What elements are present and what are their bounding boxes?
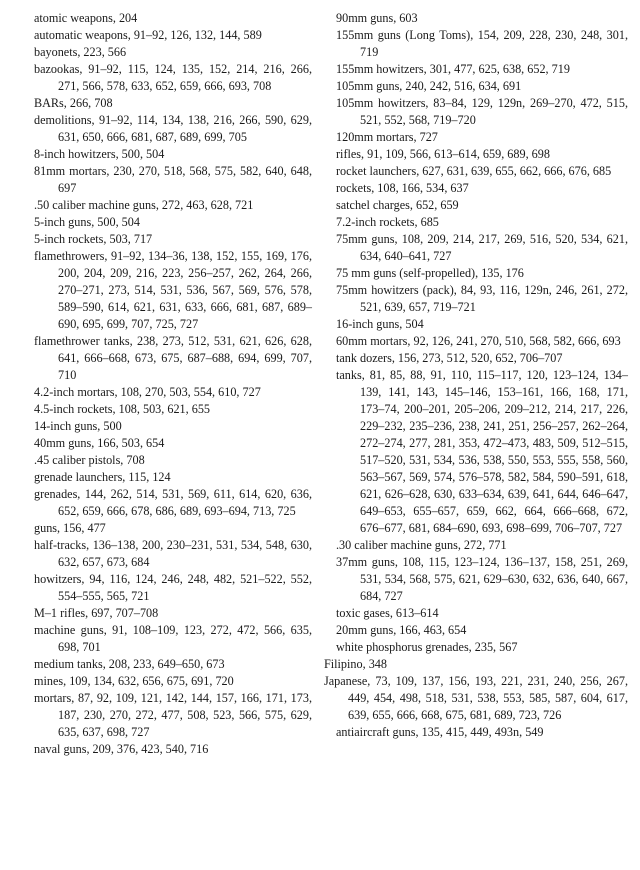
index-entry: rocket launchers, 627, 631, 639, 655, 662, 666, 676, 685 xyxy=(336,164,612,178)
index-entry: 90mm guns, 603 xyxy=(336,11,418,25)
index-entry: 155mm guns (Long Toms), 154, 209, 228, 230, 248, 301, 719 xyxy=(336,28,628,59)
index-entry: 4.2-inch mortars, 108, 270, 503, 554, 610, 727 xyxy=(34,385,261,399)
index-entry: 60mm mortars, 92, 126, 241, 270, 510, 568, 582, 666, 693 xyxy=(336,334,621,348)
index-entry: 5-inch rockets, 503, 717 xyxy=(34,232,153,246)
index-entry: 75 mm guns (self-propelled), 135, 176 xyxy=(336,266,524,280)
index-entry: 7.2-inch rockets, 685 xyxy=(336,215,439,229)
index-left-column xyxy=(22,10,312,758)
index-entry: bazookas, 91–92, 115, 124, 135, 152, 214, 216, 266, 271, 566, 578, 633, 652, 659, 666, 693, 708 xyxy=(34,62,312,93)
index-entry: 8-inch howitzers, 500, 504 xyxy=(34,147,165,161)
index-right-column xyxy=(324,10,628,741)
index-entry: 20mm guns, 166, 463, 654 xyxy=(336,623,467,637)
index-entry: half-tracks, 136–138, 200, 230–231, 531, 534, 548, 630, 632, 657, 673, 684 xyxy=(34,538,312,569)
index-entry: M–1 rifles, 697, 707–708 xyxy=(34,606,159,620)
index-entry: 16-inch guns, 504 xyxy=(336,317,424,331)
index-entry: 75mm guns, 108, 209, 214, 217, 269, 516, 520, 534, 621, 634, 640–641, 727 xyxy=(336,232,628,263)
index-entry: demolitions, 91–92, 114, 134, 138, 216, 266, 590, 629, 631, 650, 666, 681, 687, 689, 699, 705 xyxy=(34,113,312,144)
index-entry: 105mm guns, 240, 242, 516, 634, 691 xyxy=(336,79,522,93)
index-entry: naval guns, 209, 376, 423, 540, 716 xyxy=(34,742,209,756)
index-entry: 105mm howitzers, 83–84, 129, 129n, 269–270, 472, 515, 521, 552, 568, 719–720 xyxy=(336,96,628,127)
index-entry: mines, 109, 134, 632, 656, 675, 691, 720 xyxy=(34,674,234,688)
index-entry: satchel charges, 652, 659 xyxy=(336,198,459,212)
index-entry: Japanese, 73, 109, 137, 156, 193, 221, 231, 240, 256, 267, 449, 454, 498, 518, 531, 538, 553, 585, 587, 604, 617, 639, 655, 666, 668, 675, 681, 689, 723, 726 xyxy=(324,674,628,722)
index-entry: toxic gases, 613–614 xyxy=(336,606,439,620)
index-entry: rifles, 91, 109, 566, 613–614, 659, 689, 698 xyxy=(336,147,550,161)
index-entry: 81mm mortars, 230, 270, 518, 568, 575, 582, 640, 648, 697 xyxy=(34,164,312,195)
index-entry: 37mm guns, 108, 115, 123–124, 136–137, 158, 251, 269, 531, 534, 568, 575, 621, 629–630, 632, 636, 640, 667, 684, 727 xyxy=(336,555,628,603)
index-entry: bayonets, 223, 566 xyxy=(34,45,127,59)
index-entry: 120mm mortars, 727 xyxy=(336,130,438,144)
index-entry: grenades, 144, 262, 514, 531, 569, 611, 614, 620, 636, 652, 659, 666, 678, 686, 689, 693–694, 713, 725 xyxy=(34,487,312,518)
index-entry: .30 caliber machine guns, 272, 771 xyxy=(336,538,507,552)
index-entry: .50 caliber machine guns, 272, 463, 628, 721 xyxy=(34,198,254,212)
index-entry: tanks, 81, 85, 88, 91, 110, 115–117, 120, 123–124, 134–139, 141, 143, 145–146, 153–161, 166, 168, 171, 173–74, 200–201, 205–206, 209–212, 214, 217, 226, 229–232, 235–236, 238, 241, 251, 256–257, 262–264, 272–274, 277, 281, 353, 472–473, 483, 509, 512–515, 517–520, 531, 534, 536, 538, 550, 553, 555, 558, 560, 563–567, 569, 574, 576–578, 582, 584, 590–591, 618, 621, 626–628, 630, 633–634, 639, 641, 644, 646–647, 649–653, 655–657, 659, 662, 664, 666–668, 672, 676–677, 681, 684–690, 693, 698–699, 706–707, 727 xyxy=(336,368,628,535)
index-entry: tank dozers, 156, 273, 512, 520, 652, 706–707 xyxy=(336,351,563,365)
index-entry: Filipino, 348 xyxy=(324,657,387,671)
index-entry: 40mm guns, 166, 503, 654 xyxy=(34,436,165,450)
index-entry: rockets, 108, 166, 534, 637 xyxy=(336,181,469,195)
index-entry: mortars, 87, 92, 109, 121, 142, 144, 157, 166, 171, 173, 187, 230, 270, 272, 477, 508, 523, 566, 575, 629, 635, 637, 698, 727 xyxy=(34,691,312,739)
index-entry: flamethrower tanks, 238, 273, 512, 531, 621, 626, 628, 641, 666–668, 673, 675, 687–688, 694, 699, 707, 710 xyxy=(34,334,312,382)
index-entry: grenade launchers, 115, 124 xyxy=(34,470,171,484)
index-entry: atomic weapons, 204 xyxy=(34,11,138,25)
index-entry: medium tanks, 208, 233, 649–650, 673 xyxy=(34,657,225,671)
index-entry: guns, 156, 477 xyxy=(34,521,106,535)
index-entry: .45 caliber pistols, 708 xyxy=(34,453,145,467)
index-entry: 75mm howitzers (pack), 84, 93, 116, 129n, 246, 261, 272, 521, 639, 657, 719–721 xyxy=(336,283,628,314)
index-entry: automatic weapons, 91–92, 126, 132, 144, 589 xyxy=(34,28,262,42)
index-entry: howitzers, 94, 116, 124, 246, 248, 482, 521–522, 552, 554–555, 565, 721 xyxy=(34,572,312,603)
index-entry: machine guns, 91, 108–109, 123, 272, 472, 566, 635, 698, 701 xyxy=(34,623,312,654)
index-entry: flamethrowers, 91–92, 134–36, 138, 152, 155, 169, 176, 200, 204, 209, 216, 223, 256–257, 262, 264, 266, 270–271, 273, 514, 531, 536, 567, 569, 576, 578, 589–590, 614, 621, 631, 633, 666, 681, 687, 689–690, 695, 699, 707, 725, 727 xyxy=(34,249,312,331)
index-entry: 4.5-inch rockets, 108, 503, 621, 655 xyxy=(34,402,211,416)
index-entry: 14-inch guns, 500 xyxy=(34,419,122,433)
index-entry: white phosphorus grenades, 235, 567 xyxy=(336,640,518,654)
index-entry: 5-inch guns, 500, 504 xyxy=(34,215,140,229)
index-entry: BARs, 266, 708 xyxy=(34,96,113,110)
index-entry: antiaircraft guns, 135, 415, 449, 493n, 549 xyxy=(336,725,544,739)
index-entry: 155mm howitzers, 301, 477, 625, 638, 652, 719 xyxy=(336,62,570,76)
